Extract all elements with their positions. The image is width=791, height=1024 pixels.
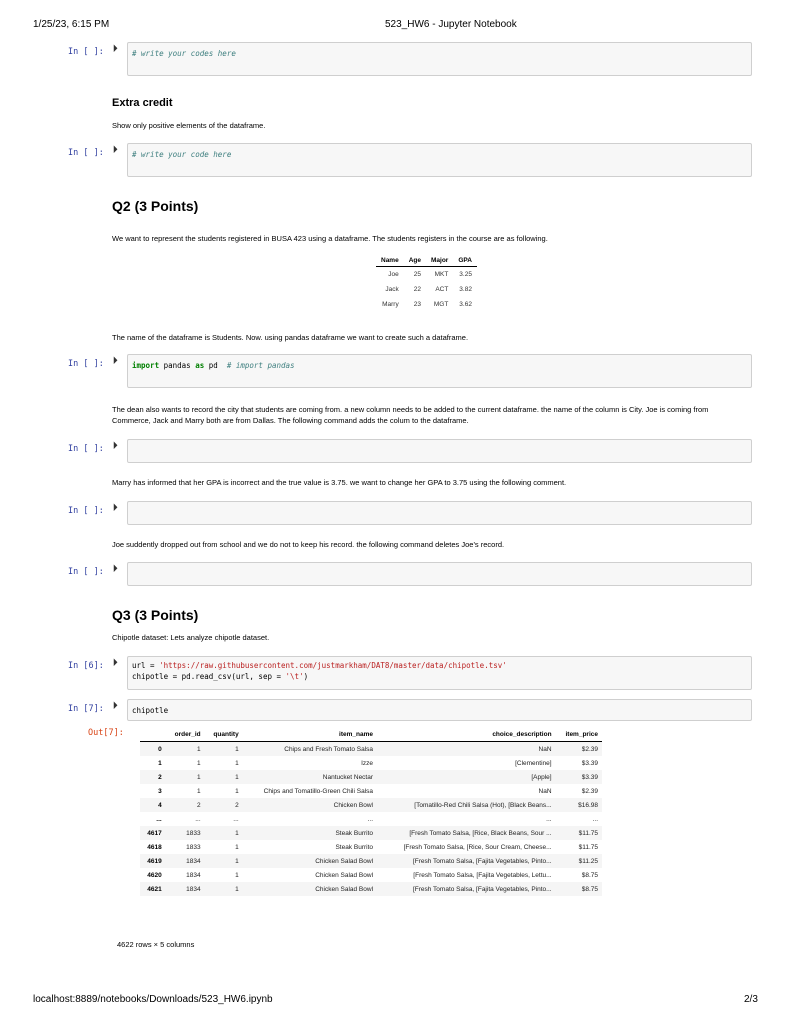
- code-text: pd: [204, 361, 227, 370]
- table-cell: $2.39: [581, 745, 598, 753]
- run-icon[interactable]: ⏵: [113, 440, 118, 450]
- table-cell: $11.25: [578, 857, 598, 865]
- table-cell: $2.39: [581, 787, 598, 795]
- row-index: 4619: [147, 857, 162, 865]
- table-cell: 1: [197, 759, 201, 767]
- table-cell: $8.75: [581, 885, 598, 893]
- run-icon[interactable]: ⏵: [113, 43, 118, 53]
- table-cell: $16.98: [578, 801, 598, 809]
- run-icon[interactable]: ⏵: [113, 563, 118, 573]
- table-row: [376, 282, 477, 297]
- table-row: [140, 756, 602, 770]
- table-cell: MKT: [434, 271, 449, 278]
- code-comment: # write your codes here: [132, 49, 236, 58]
- table-cell: 3.62: [459, 301, 472, 308]
- table-cell: [Fresh Tomato Salsa, [Fajita Vegetables, Pinto...: [412, 857, 552, 865]
- table-row: [140, 798, 602, 812]
- table-cell: NaN: [538, 787, 552, 795]
- table-cell: 25: [413, 271, 421, 278]
- code-input[interactable]: [127, 656, 752, 690]
- run-icon[interactable]: ⏵: [113, 144, 118, 154]
- extra-credit-text: Show only positive elements of the dataframe.: [112, 121, 266, 130]
- table-cell: ACT: [435, 286, 449, 293]
- code-input[interactable]: [127, 42, 752, 76]
- table-row: [140, 826, 602, 840]
- table-cell: Jack: [385, 286, 399, 293]
- table-cell: Nantucket Nectar: [322, 773, 374, 781]
- table-row: [140, 854, 602, 868]
- code-string: '\t': [285, 672, 304, 681]
- code-input[interactable]: [127, 354, 752, 388]
- table-cell: MGT: [433, 301, 449, 308]
- table-cell: 1834: [186, 857, 201, 865]
- row-index: 4617: [147, 829, 162, 837]
- table-cell: ...: [367, 815, 374, 823]
- extra-credit-heading: Extra credit: [112, 97, 173, 109]
- table-cell: 1: [235, 885, 239, 893]
- column-header: order_id: [166, 728, 205, 742]
- table-cell: ...: [546, 815, 552, 823]
- table-row: [140, 868, 602, 882]
- row-index: 3: [158, 787, 162, 795]
- dean-text: The dean also wants to record the city that students are coming from. a new column needs to be added to the current dataframe. the name of the column is City. Joe is coming from Commerce, Jack and Marry both are from Dallas. The following command adds the colum to the dataframe.: [112, 405, 709, 425]
- table-cell: 1833: [186, 843, 201, 851]
- run-icon[interactable]: ⏵: [113, 502, 118, 512]
- table-cell: 1: [235, 829, 239, 837]
- table-cell: [Tomatillo-Red Chili Salsa (Hot), [Black Beans...: [414, 801, 552, 809]
- code-keyword: as: [195, 361, 205, 370]
- code-text: ): [303, 672, 309, 681]
- table-cell: [Clementine]: [515, 759, 552, 767]
- table-cell: ...: [233, 815, 239, 823]
- table-cell: Chicken Salad Bowl: [315, 857, 374, 865]
- column-header: Major: [426, 255, 453, 267]
- cell-prompt: In [ ]:: [68, 359, 104, 369]
- code-input[interactable]: [127, 501, 752, 525]
- code-text: url =: [132, 661, 160, 670]
- table-cell: 1833: [186, 829, 201, 837]
- table-cell: 1: [235, 857, 239, 865]
- cell-prompt: In [ ]:: [68, 506, 104, 516]
- table-cell: Steak Burrito: [335, 829, 374, 837]
- row-index: 4618: [147, 843, 162, 851]
- row-index: ...: [156, 815, 162, 823]
- q2-text-2: The name of the dataframe is Students. Now. using pandas dataframe we want to create such a dataframe.: [112, 333, 469, 342]
- table-cell: 22: [413, 286, 421, 293]
- print-url: localhost:8889/notebooks/Downloads/523_HW6.ipynb: [33, 994, 273, 1005]
- cell-prompt: In [ ]:: [68, 47, 104, 57]
- table-cell: 2: [197, 801, 201, 809]
- row-index: 4621: [147, 885, 162, 893]
- table-cell: 1: [235, 745, 239, 753]
- table-row: [140, 882, 602, 896]
- print-title: 523_HW6 - Jupyter Notebook: [385, 19, 517, 30]
- table-row: [376, 267, 477, 283]
- table-cell: 1: [235, 759, 239, 767]
- table-cell: Chicken Salad Bowl: [315, 871, 374, 879]
- run-icon[interactable]: ⏵: [113, 700, 118, 710]
- table-row: [140, 812, 602, 826]
- table-cell: $8.75: [581, 871, 598, 879]
- q2-text: We want to represent the students registered in BUSA 423 using a dataframe. The students registers in the course are as following.: [112, 234, 548, 243]
- row-index: 4620: [147, 871, 162, 879]
- table-cell: $3.39: [581, 773, 598, 781]
- table-cell: 1: [235, 773, 239, 781]
- print-page-number: 2/3: [744, 994, 758, 1005]
- table-cell: 1: [235, 843, 239, 851]
- table-cell: $11.75: [578, 843, 598, 851]
- cell-prompt: In [ ]:: [68, 567, 104, 577]
- table-row: [140, 784, 602, 798]
- column-header: [140, 728, 166, 742]
- cell-prompt: In [6]:: [68, 661, 104, 671]
- table-row: [140, 742, 602, 757]
- table-cell: 1: [235, 787, 239, 795]
- table-cell: [Fresh Tomato Salsa, [Fajita Vegetables, Lettu...: [413, 871, 552, 879]
- chipotle-dataframe: [140, 728, 602, 896]
- table-row: [140, 840, 602, 854]
- table-cell: 1: [197, 773, 201, 781]
- students-table: [376, 255, 477, 312]
- code-string: 'https://raw.githubusercontent.com/justmarkham/DAT8/master/data/chipotle.tsv': [159, 661, 507, 670]
- cell-prompt: In [ ]:: [68, 148, 104, 158]
- column-header: GPA: [453, 255, 477, 267]
- code-input[interactable]: [127, 143, 752, 177]
- table-cell: $3.39: [581, 759, 598, 767]
- marry-text: Marry has informed that her GPA is incorrect and the true value is 3.75. we want to change her GPA to 3.75 using the following comment.: [112, 478, 567, 487]
- table-cell: Chicken Salad Bowl: [315, 885, 374, 893]
- table-cell: Marry: [382, 301, 399, 308]
- table-cell: [Fresh Tomato Salsa, [Fajita Vegetables, Pinto...: [412, 885, 552, 893]
- table-cell: 3.25: [459, 271, 472, 278]
- column-header: Name: [376, 255, 404, 267]
- table-cell: Izze: [361, 759, 374, 767]
- row-index: 1: [158, 759, 162, 767]
- column-header: item_price: [556, 728, 602, 742]
- table-cell: NaN: [538, 745, 552, 753]
- q3-heading: Q3 (3 Points): [112, 607, 199, 623]
- code-input[interactable]: [127, 699, 752, 721]
- row-index: 2: [158, 773, 162, 781]
- table-cell: Joe: [388, 271, 399, 278]
- table-cell: [Fresh Tomato Salsa, [Rice, Sour Cream, Cheese...: [403, 843, 552, 851]
- table-cell: [Apple]: [531, 773, 552, 781]
- table-cell: ...: [592, 815, 598, 823]
- table-cell: 23: [413, 301, 421, 308]
- code-input[interactable]: [127, 439, 752, 463]
- column-header: quantity: [205, 728, 243, 742]
- table-cell: [Fresh Tomato Salsa, [Rice, Black Beans, Sour ...: [409, 829, 552, 837]
- table-cell: Steak Burrito: [335, 843, 374, 851]
- code-text: pandas: [159, 361, 196, 370]
- table-cell: Chicken Bowl: [333, 801, 374, 809]
- code-text: chipotle = pd.read_csv(url, sep =: [132, 672, 286, 681]
- row-index: 4: [158, 801, 162, 809]
- table-cell: 1: [197, 787, 201, 795]
- table-cell: ...: [195, 815, 201, 823]
- code-keyword: import: [132, 361, 160, 370]
- cell-prompt: In [ ]:: [68, 444, 104, 454]
- table-cell: 1834: [186, 885, 201, 893]
- table-cell: 3.82: [459, 286, 472, 293]
- cell-prompt: In [7]:: [68, 704, 104, 714]
- table-cell: 1: [235, 871, 239, 879]
- q2-heading: Q2 (3 Points): [112, 198, 199, 214]
- table-cell: 1834: [186, 871, 201, 879]
- table-row: [140, 770, 602, 784]
- joe-text: Joe suddently dropped out from school and we do not to keep his record. the following command deletes Joe's record.: [112, 540, 505, 549]
- code-input[interactable]: [127, 562, 752, 586]
- code-comment: # write your code here: [132, 150, 232, 159]
- table-cell: 1: [197, 745, 201, 753]
- table-cell: 2: [235, 801, 239, 809]
- table-cell: Chips and Fresh Tomato Salsa: [284, 745, 374, 753]
- output-prompt: Out[7]:: [88, 728, 124, 738]
- run-icon[interactable]: ⏵: [113, 355, 118, 365]
- table-cell: Chips and Tomatillo-Green Chili Salsa: [263, 787, 374, 795]
- code-text: chipotle: [132, 706, 169, 715]
- run-icon[interactable]: ⏵: [113, 657, 118, 667]
- column-header: choice_description: [377, 728, 556, 742]
- print-datetime: 1/25/23, 6:15 PM: [33, 19, 110, 30]
- column-header: item_name: [243, 728, 377, 742]
- code-comment: # import pandas: [226, 361, 295, 370]
- table-row: [376, 297, 477, 312]
- column-header: Age: [404, 255, 426, 267]
- q3-text: Chipotle dataset: Lets analyze chipotle dataset.: [112, 633, 270, 642]
- row-index: 0: [158, 745, 162, 753]
- table-cell: $11.75: [578, 829, 598, 837]
- dataframe-shape: 4622 rows × 5 columns: [117, 940, 195, 949]
